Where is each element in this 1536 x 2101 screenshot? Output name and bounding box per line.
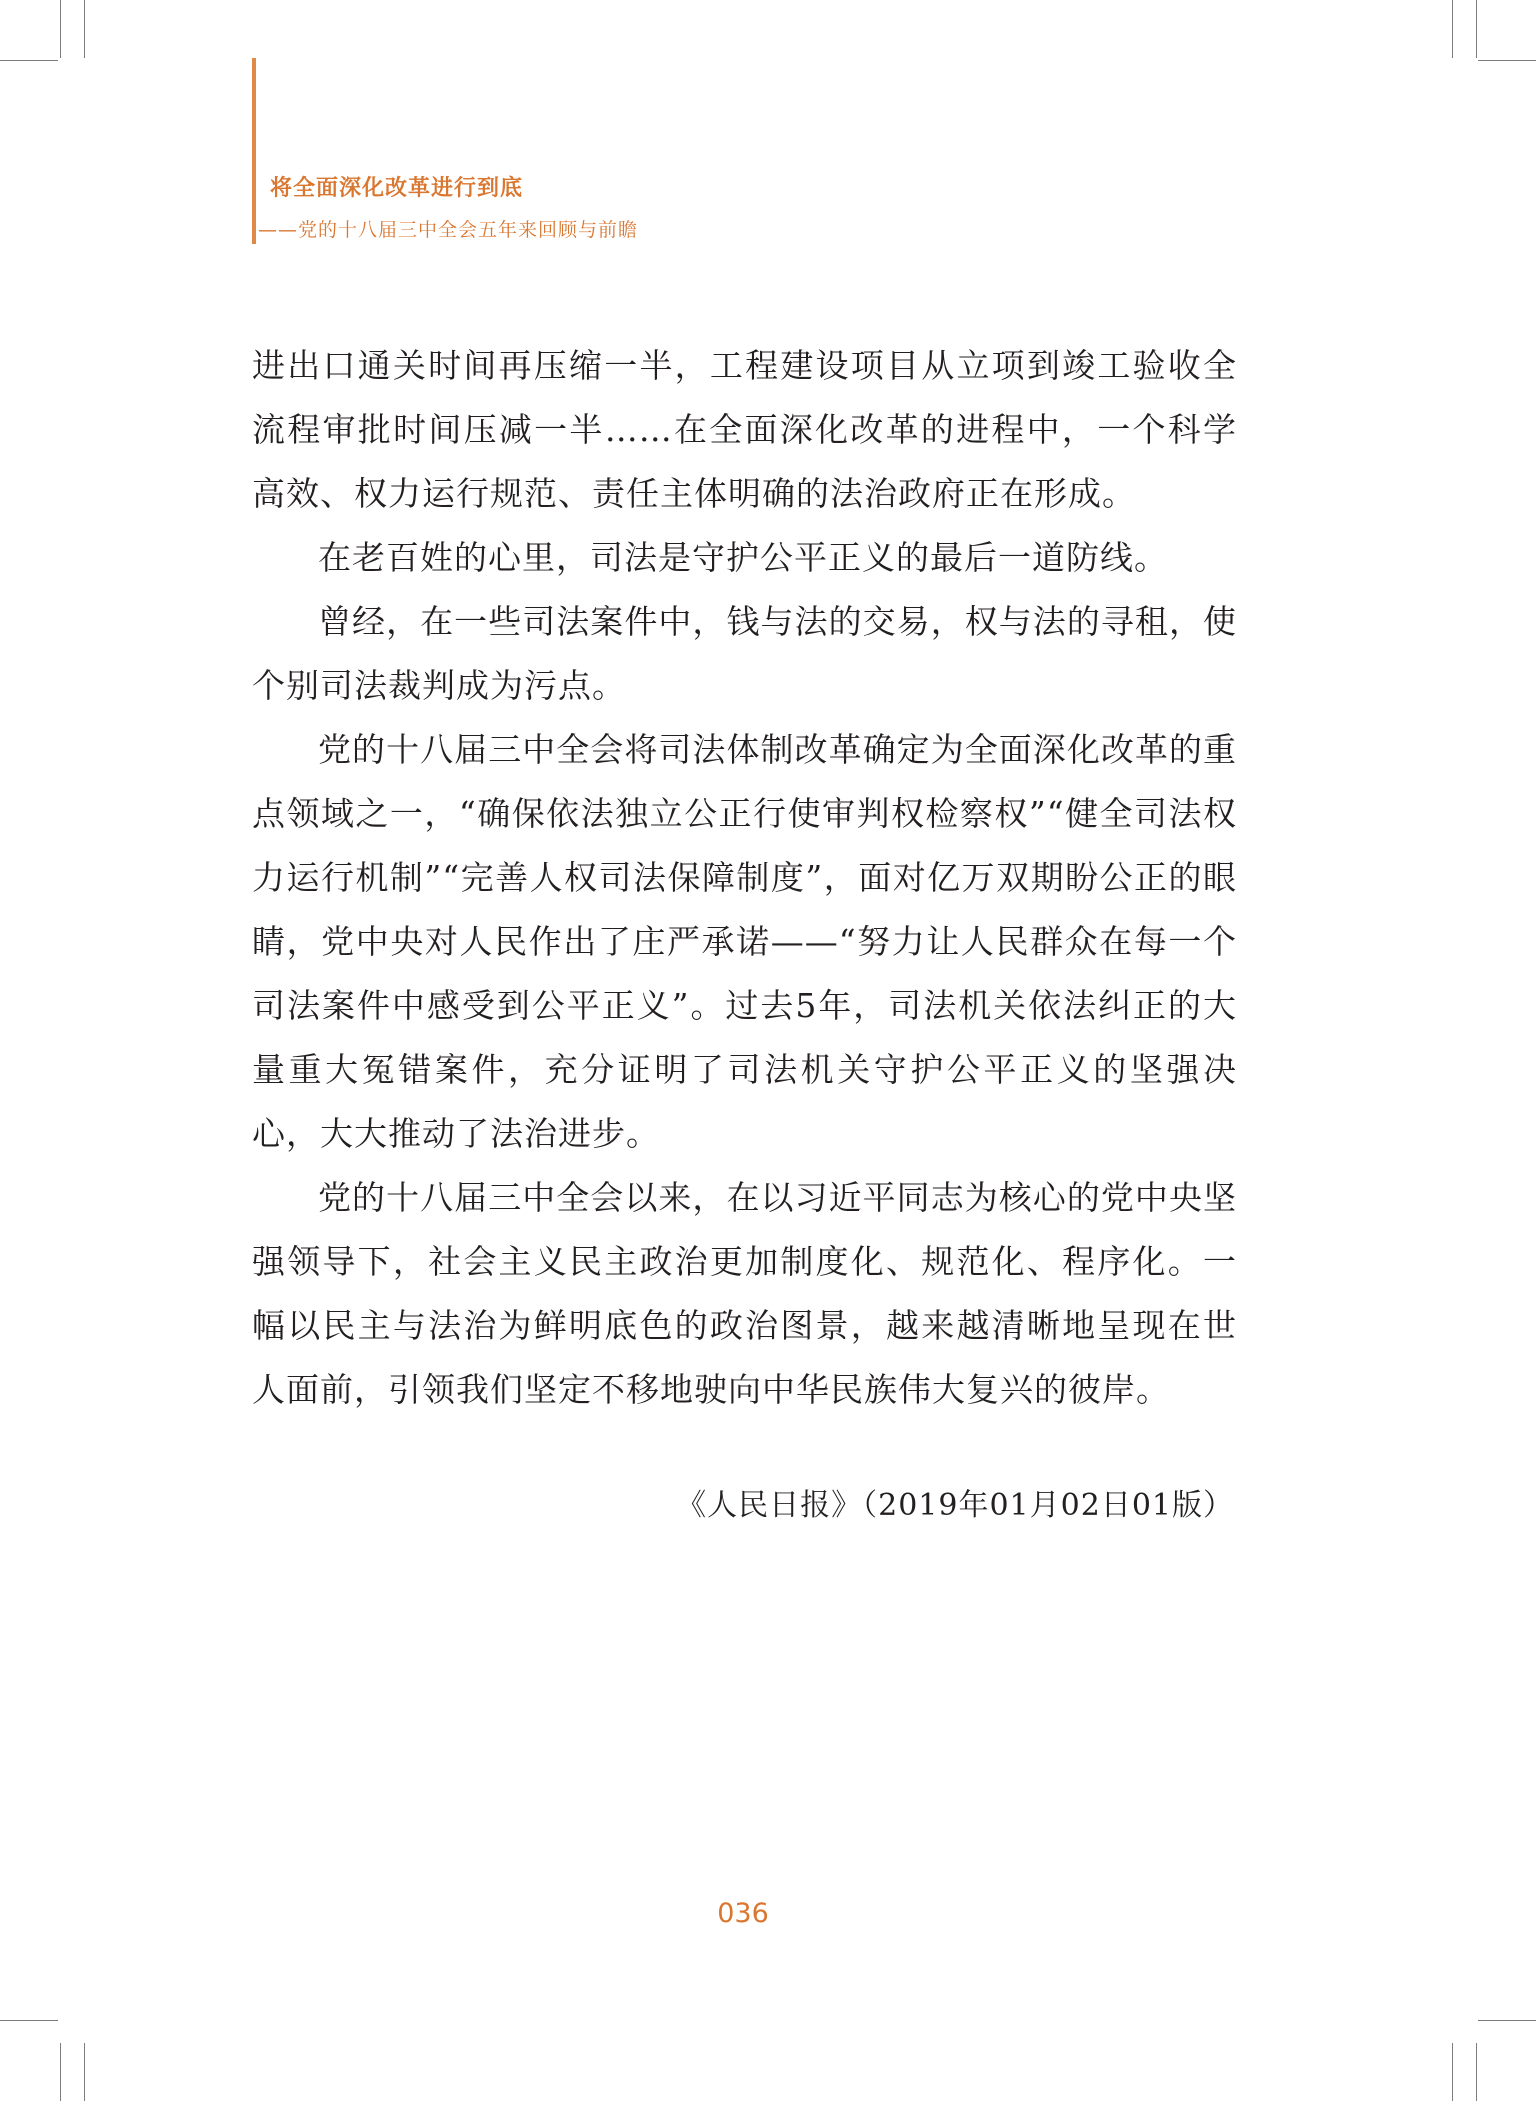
running-header-subtitle: ——党的十八届三中全会五年来回顾与前瞻 [258,219,639,241]
body-text [252,334,1237,1422]
crop-mark [1476,0,1477,58]
body-paragraph: 党的十八届三中全会将司法体制改革确定为全面深化改革的重点领域之一，“确保依法独立公正行使审判权检察权”“健全司法权力运行机制”“完善人权司法保障制度”，面对亿万双期盼公正的眼睛，党中央对人民作出了庄严承诺——“努力让人民群众在每一个司法案件中感受到公平正义”。过去5年，司法机关依法纠正的大量重大冤错案件，充分证明了司法机关守护公平正义的坚强决心，大大推动了法治进步。 [252,730,1237,1153]
body-paragraph: 曾经，在一些司法案件中，钱与法的交易，权与法的寻租，使个别司法裁判成为污点。 [252,602,1237,705]
running-header-title: 将全面深化改革进行到底 [270,176,524,201]
body-paragraph: 在老百姓的心里，司法是守护公平正义的最后一道防线。 [318,538,1168,577]
crop-mark [1478,2020,1536,2021]
crop-mark [1476,2043,1477,2101]
crop-mark [84,2043,85,2101]
body-paragraph: 进出口通关时间再压缩一半，工程建设项目从立项到竣工验收全流程审批时间压减一半……在全面深化改革的进程中，一个科学高效、权力运行规范、责任主体明确的法治政府正在形成。 [252,346,1237,513]
header-accent-bar [252,58,256,244]
crop-mark [84,0,85,58]
crop-mark [1452,2043,1453,2101]
crop-mark [1452,0,1453,58]
crop-mark [0,2020,58,2021]
crop-mark [1478,60,1536,61]
source-citation: 《人民日报》（2019年01月02日01版） [676,1488,1234,1523]
crop-mark [60,0,61,58]
crop-mark [0,60,58,61]
body-paragraph: 党的十八届三中全会以来，在以习近平同志为核心的党中央坚强领导下，社会主义民主政治更加制度化、规范化、程序化。一幅以民主与法治为鲜明底色的政治图景，越来越清晰地呈现在世人面前，引领我们坚定不移地驶向中华民族伟大复兴的彼岸。 [252,1178,1237,1409]
page-number: 036 [717,1898,769,1929]
crop-mark [60,2043,61,2101]
